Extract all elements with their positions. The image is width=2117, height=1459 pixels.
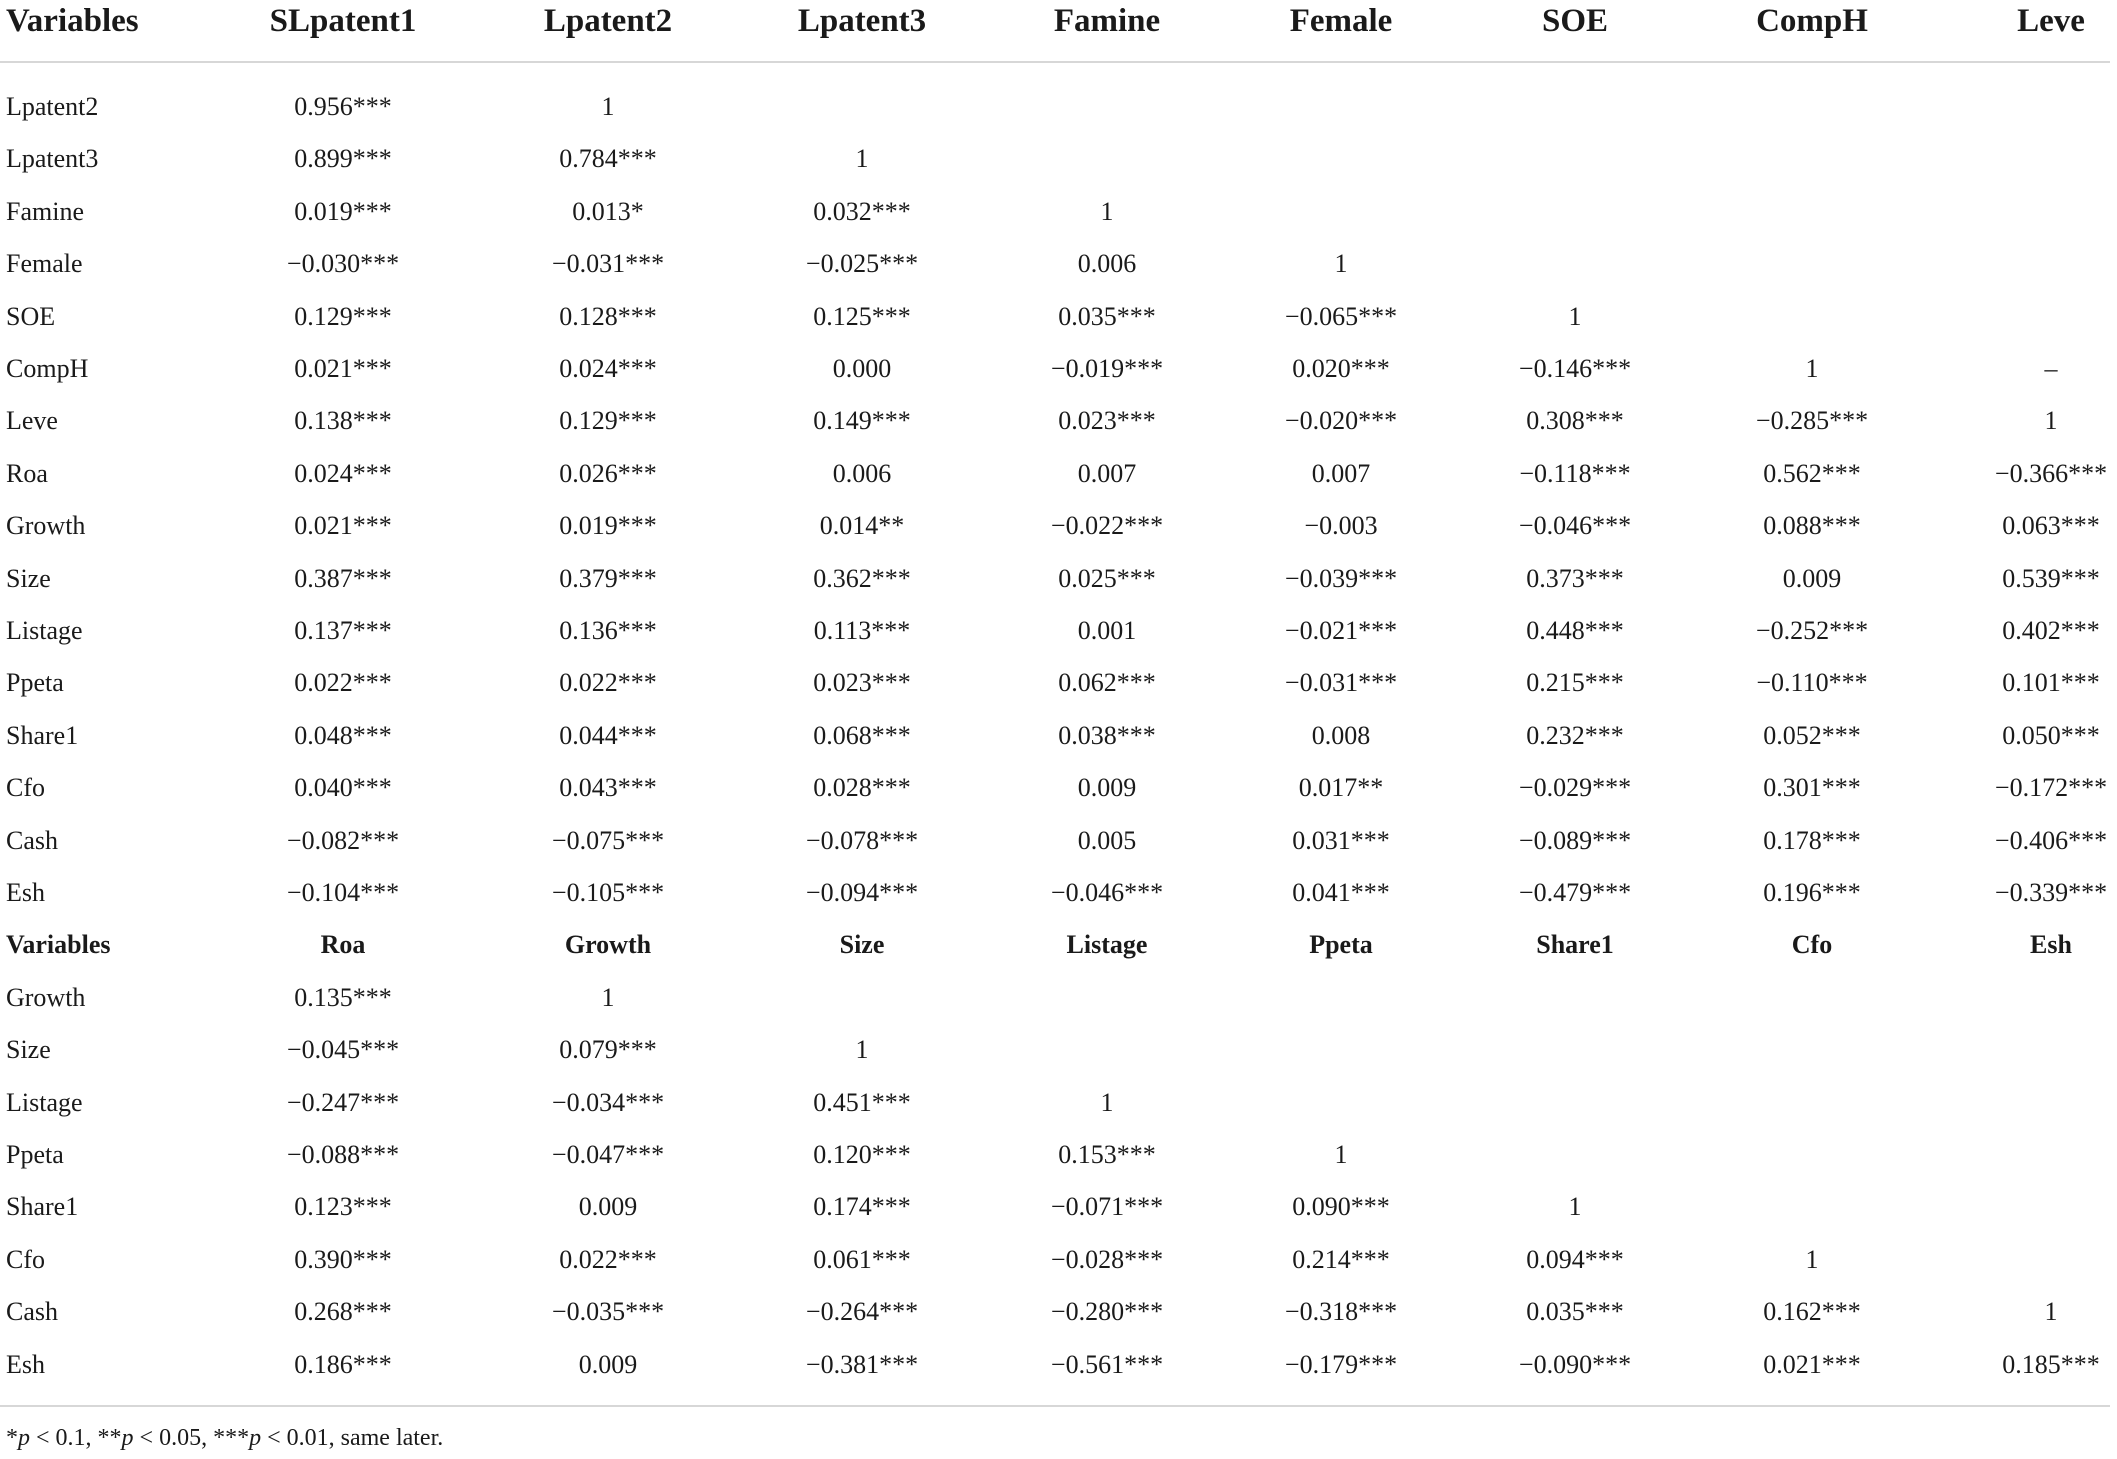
table-cell: −0.082*** <box>286 826 400 855</box>
table-cell: −0.318*** <box>1284 1297 1398 1326</box>
row-label: Growth <box>6 983 86 1012</box>
table-cell: 0.451*** <box>813 1088 911 1117</box>
sub-header-col: Cfo <box>1791 930 1833 959</box>
table-row <box>0 1339 2117 1391</box>
table-cell: 0.050*** <box>2002 721 2100 750</box>
table-cell: 0.013* <box>572 197 644 226</box>
sub-header-col: Esh <box>2030 930 2072 959</box>
table-cell: 0.301*** <box>1763 773 1861 802</box>
table-cell: 0.174*** <box>813 1192 911 1221</box>
table-cell <box>1465 238 1685 290</box>
table-cell <box>1941 291 2117 343</box>
table-cell: 0.129*** <box>294 302 392 331</box>
table-cell: −0.179*** <box>1284 1350 1398 1379</box>
header-col: Lpatent3 <box>797 3 927 39</box>
table-cell: 1 <box>855 1035 869 1064</box>
sub-header-col: Growth <box>564 930 652 959</box>
table-row <box>0 448 2117 500</box>
table-cell: 0.101*** <box>2002 668 2100 697</box>
table-cell: −0.021*** <box>1284 616 1398 645</box>
row-label: Growth <box>6 511 86 540</box>
table-cell: 1 <box>1334 1140 1348 1169</box>
table-row <box>0 762 2117 814</box>
table-row <box>0 1286 2117 1338</box>
footnote-text1: < 0.1, <box>30 1425 98 1451</box>
table-cell: −0.561*** <box>1050 1350 1164 1379</box>
table-cell: −0.105*** <box>551 878 665 907</box>
footnote-star2: ** <box>97 1425 122 1451</box>
table-cell: 0.031*** <box>1292 826 1390 855</box>
table-cell <box>1231 1024 1451 1076</box>
table-row <box>0 291 2117 343</box>
table-cell: −0.088*** <box>286 1140 400 1169</box>
table-cell: −0.104*** <box>286 878 400 907</box>
table-cell: 0.088*** <box>1763 511 1861 540</box>
header-col: SLpatent1 <box>269 3 417 39</box>
table-cell: 0.079*** <box>559 1035 657 1064</box>
table-cell: 0.008 <box>1311 721 1371 750</box>
table-cell: −0.252*** <box>1755 616 1869 645</box>
table-cell: 0.009 <box>578 1350 638 1379</box>
table-cell: 0.038*** <box>1058 721 1156 750</box>
table-cell: −0.280*** <box>1050 1297 1164 1326</box>
table-row <box>0 186 2117 238</box>
table-cell: 1 <box>1568 1192 1582 1221</box>
table-cell: 0.062*** <box>1058 668 1156 697</box>
table-header <box>0 0 2117 42</box>
footnote-text3: < 0.01, same later. <box>261 1425 444 1451</box>
table-cell <box>1231 133 1451 185</box>
table-cell: 0.956*** <box>294 92 392 121</box>
table-cell <box>1941 972 2117 1024</box>
row-label: Roa <box>6 459 48 488</box>
table-cell <box>1702 186 1922 238</box>
row-label: Listage <box>6 616 83 645</box>
header-label: Variables <box>6 3 139 39</box>
table-cell: 1 <box>1805 1245 1819 1274</box>
header-col: Leve <box>2017 3 2085 39</box>
table-cell: 0.113*** <box>813 616 911 645</box>
table-cell: 0.178*** <box>1763 826 1861 855</box>
table-cell: −0.094*** <box>805 878 919 907</box>
table-cell: 0.000 <box>832 354 892 383</box>
row-label: Lpatent2 <box>6 92 99 121</box>
table-cell: 0.185*** <box>2002 1350 2100 1379</box>
table-cell: 0.137*** <box>294 616 392 645</box>
table-cell: 1 <box>601 92 615 121</box>
table-cell: 0.035*** <box>1058 302 1156 331</box>
table-cell: −0.030*** <box>286 249 400 278</box>
table-cell: 0.094*** <box>1526 1245 1624 1274</box>
table-cell: 0.020*** <box>1292 354 1390 383</box>
footnote-star1: * <box>6 1425 18 1451</box>
table-row <box>0 815 2117 867</box>
table-cell <box>1465 133 1685 185</box>
table-cell: 0.214*** <box>1292 1245 1390 1274</box>
row-label: Listage <box>6 1088 83 1117</box>
table-cell: 1 <box>2044 406 2058 435</box>
table-row <box>0 343 2117 395</box>
table-row <box>0 867 2117 919</box>
table-cell: −0.025*** <box>805 249 919 278</box>
table-cell: −0.172*** <box>1994 773 2108 802</box>
row-label: Cash <box>6 1297 58 1326</box>
table-row <box>0 133 2117 185</box>
table-cell: 0.007 <box>1077 459 1137 488</box>
table-cell: 0.005 <box>1077 826 1137 855</box>
table-cell: 0.021*** <box>1763 1350 1861 1379</box>
table-cell: 0.125*** <box>813 302 911 331</box>
table-cell: 0.007 <box>1311 459 1371 488</box>
table-cell <box>1941 81 2117 133</box>
table-cell: −0.264*** <box>805 1297 919 1326</box>
table-cell: 0.023*** <box>813 668 911 697</box>
table-cell: −0.247*** <box>286 1088 400 1117</box>
table-cell: −0.031*** <box>1284 668 1398 697</box>
footnote-p3: p <box>249 1425 262 1451</box>
table-cell: 0.001 <box>1077 616 1137 645</box>
table-cell: 0.390*** <box>294 1245 392 1274</box>
table-cell: – <box>2044 354 2058 383</box>
table-cell <box>1465 1129 1685 1181</box>
table-cell: −0.118*** <box>1519 459 1631 488</box>
table-cell: 0.044*** <box>559 721 657 750</box>
table-cell: 0.025*** <box>1058 564 1156 593</box>
table-cell: 0.021*** <box>294 511 392 540</box>
table-cell <box>1702 238 1922 290</box>
table-cell <box>1702 1129 1922 1181</box>
table-cell <box>1231 1077 1451 1129</box>
row-label: Famine <box>6 197 84 226</box>
table-cell: 0.022*** <box>559 1245 657 1274</box>
table-cell <box>1941 238 2117 290</box>
table-cell: −0.366*** <box>1994 459 2108 488</box>
row-label: Female <box>6 249 83 278</box>
header-col: Female <box>1289 3 1393 39</box>
row-label: Leve <box>6 406 58 435</box>
table-cell: 0.032*** <box>813 197 911 226</box>
table-cell: −0.479*** <box>1518 878 1632 907</box>
table-cell <box>1465 186 1685 238</box>
table-cell: 0.017** <box>1298 773 1384 802</box>
table-cell: 0.048*** <box>294 721 392 750</box>
table-cell: 0.232*** <box>1526 721 1624 750</box>
table-cell: −0.039*** <box>1284 564 1398 593</box>
table-cell: 0.090*** <box>1292 1192 1390 1221</box>
table-cell: −0.078*** <box>805 826 919 855</box>
table-cell <box>1941 1234 2117 1286</box>
table-row <box>0 1024 2117 1076</box>
table-row <box>0 710 2117 762</box>
table-cell: 1 <box>1334 249 1348 278</box>
row-label: Ppeta <box>6 668 64 697</box>
table-cell: 0.009 <box>1782 564 1842 593</box>
sub-header-col: Share1 <box>1536 930 1614 959</box>
table-cell: −0.339*** <box>1994 878 2108 907</box>
table-cell: −0.089*** <box>1518 826 1632 855</box>
table-cell: 0.022*** <box>294 668 392 697</box>
table-cell: 0.052*** <box>1763 721 1861 750</box>
table-cell: 0.135*** <box>294 983 392 1012</box>
table-cell: −0.020*** <box>1284 406 1398 435</box>
table-cell: 0.362*** <box>813 564 911 593</box>
row-label: Lpatent3 <box>6 144 99 173</box>
table-cell: 0.448*** <box>1526 616 1624 645</box>
table-cell: 0.040*** <box>294 773 392 802</box>
row-label: Cash <box>6 826 58 855</box>
table-cell <box>1702 972 1922 1024</box>
table-cell: −0.019*** <box>1050 354 1164 383</box>
table-cell <box>1465 1024 1685 1076</box>
table-cell: 0.043*** <box>559 773 657 802</box>
table-cell: −0.028*** <box>1050 1245 1164 1274</box>
table-cell: −0.046*** <box>1518 511 1632 540</box>
table-row <box>0 657 2117 709</box>
table-cell: 0.068*** <box>813 721 911 750</box>
table-cell: 0.153*** <box>1058 1140 1156 1169</box>
table-cell: 0.136*** <box>559 616 657 645</box>
table-row <box>0 972 2117 1024</box>
header-divider <box>0 61 2110 63</box>
table-cell <box>1941 1077 2117 1129</box>
row-label: Share1 <box>6 721 79 750</box>
table-cell: 0.186*** <box>294 1350 392 1379</box>
table-cell <box>1702 291 1922 343</box>
sub-header-label: Variables <box>6 930 111 959</box>
table-cell: −0.003 <box>1304 511 1378 540</box>
sub-header-row <box>0 919 2117 971</box>
table-cell: −0.029*** <box>1518 773 1632 802</box>
table-cell: 1 <box>1100 197 1114 226</box>
table-cell <box>997 972 1217 1024</box>
footnote-text2: < 0.05, <box>133 1425 214 1451</box>
sub-header-col: Roa <box>320 930 366 959</box>
table-cell: 0.024*** <box>294 459 392 488</box>
table-cell: 0.539*** <box>2002 564 2100 593</box>
table-cell: 1 <box>1805 354 1819 383</box>
row-label: CompH <box>6 354 89 383</box>
table-cell: −0.071*** <box>1050 1192 1164 1221</box>
table-cell: 0.014** <box>819 511 905 540</box>
table-cell: 0.009 <box>578 1192 638 1221</box>
table-cell <box>1231 972 1451 1024</box>
table-row <box>0 1077 2117 1129</box>
table-cell: 0.041*** <box>1292 878 1390 907</box>
table-cell: −0.045*** <box>286 1035 400 1064</box>
table-cell: 0.268*** <box>294 1297 392 1326</box>
row-label: Cfo <box>6 773 45 802</box>
table-cell: −0.146*** <box>1518 354 1632 383</box>
table-row <box>0 1181 2117 1233</box>
table-cell: 0.128*** <box>559 302 657 331</box>
table-cell: 0.019*** <box>294 197 392 226</box>
header-col: SOE <box>1541 3 1609 39</box>
table-cell <box>1702 1181 1922 1233</box>
row-label: Esh <box>6 878 45 907</box>
row-label: Size <box>6 564 51 593</box>
row-label: Share1 <box>6 1192 79 1221</box>
table-cell: −0.065*** <box>1284 302 1398 331</box>
table-cell: 0.006 <box>832 459 892 488</box>
table-cell: 0.162*** <box>1763 1297 1861 1326</box>
footer-divider <box>0 1405 2110 1407</box>
table-cell: 0.138*** <box>294 406 392 435</box>
table-cell: −0.031*** <box>551 249 665 278</box>
table-cell <box>1702 133 1922 185</box>
row-label: Esh <box>6 1350 45 1379</box>
table-row <box>0 395 2117 447</box>
table-cell: 0.120*** <box>813 1140 911 1169</box>
table-cell: 0.019*** <box>559 511 657 540</box>
table-cell: −0.110*** <box>1756 668 1868 697</box>
table-row <box>0 1234 2117 1286</box>
table-cell: 0.063*** <box>2002 511 2100 540</box>
table-cell: 0.123*** <box>294 1192 392 1221</box>
table-cell: −0.285*** <box>1755 406 1869 435</box>
table-cell <box>1702 1077 1922 1129</box>
table-cell: 0.149*** <box>813 406 911 435</box>
table-cell: 0.028*** <box>813 773 911 802</box>
table-cell: −0.075*** <box>551 826 665 855</box>
table-cell: −0.406*** <box>1994 826 2108 855</box>
table-cell <box>1702 81 1922 133</box>
table-cell: 0.129*** <box>559 406 657 435</box>
footnote-star3: *** <box>213 1425 250 1451</box>
table-cell: 0.006 <box>1077 249 1137 278</box>
table-cell <box>997 1024 1217 1076</box>
sub-header-col: Size <box>839 930 885 959</box>
table-cell: 0.387*** <box>294 564 392 593</box>
table-cell: −0.034*** <box>551 1088 665 1117</box>
table-row <box>0 553 2117 605</box>
table-cell: 0.402*** <box>2002 616 2100 645</box>
significance-footnote <box>6 1421 443 1455</box>
table-cell: 1 <box>855 144 869 173</box>
table-cell: 1 <box>601 983 615 1012</box>
table-cell: 0.899*** <box>294 144 392 173</box>
table-cell: −0.022*** <box>1050 511 1164 540</box>
table-cell: −0.090*** <box>1518 1350 1632 1379</box>
table-row <box>0 1129 2117 1181</box>
table-cell: 0.024*** <box>559 354 657 383</box>
table-cell <box>1941 133 2117 185</box>
table-cell <box>752 81 972 133</box>
row-label: Ppeta <box>6 1140 64 1169</box>
table-cell: −0.035*** <box>551 1297 665 1326</box>
table-cell <box>1941 1024 2117 1076</box>
table-cell <box>1941 186 2117 238</box>
table-cell: 0.215*** <box>1526 668 1624 697</box>
table-cell: 0.196*** <box>1763 878 1861 907</box>
table-cell <box>1702 1024 1922 1076</box>
header-col: CompH <box>1756 3 1868 39</box>
table-cell: 1 <box>1568 302 1582 331</box>
table-row <box>0 238 2117 290</box>
table-cell <box>1941 1129 2117 1181</box>
table-cell <box>752 972 972 1024</box>
header-col: Lpatent2 <box>543 3 673 39</box>
table-cell: 0.379*** <box>559 564 657 593</box>
row-label: SOE <box>6 302 56 331</box>
table-cell <box>1465 1077 1685 1129</box>
header-col: Famine <box>1053 3 1161 39</box>
footnote-p1: p <box>18 1425 30 1451</box>
table-cell: 0.562*** <box>1763 459 1861 488</box>
sub-header-col: Listage <box>1066 930 1148 959</box>
footnote-p2: p <box>121 1425 134 1451</box>
table-cell: 1 <box>2044 1297 2058 1326</box>
table-cell: 0.023*** <box>1058 406 1156 435</box>
table-cell: 1 <box>1100 1088 1114 1117</box>
row-label: Size <box>6 1035 51 1064</box>
table-cell: 0.026*** <box>559 459 657 488</box>
table-cell <box>997 81 1217 133</box>
table-cell: 0.022*** <box>559 668 657 697</box>
row-label: Cfo <box>6 1245 45 1274</box>
table-cell: −0.046*** <box>1050 878 1164 907</box>
table-row <box>0 605 2117 657</box>
table-cell: 0.035*** <box>1526 1297 1624 1326</box>
table-cell: 0.373*** <box>1526 564 1624 593</box>
table-cell: 0.308*** <box>1526 406 1624 435</box>
table-cell: 0.061*** <box>813 1245 911 1274</box>
table-cell <box>1231 186 1451 238</box>
sub-header-col: Ppeta <box>1309 930 1373 959</box>
table-row <box>0 81 2117 133</box>
table-cell <box>1231 81 1451 133</box>
table-row <box>0 500 2117 552</box>
table-cell <box>1465 81 1685 133</box>
table-cell: −0.381*** <box>805 1350 919 1379</box>
table-cell: 0.784*** <box>559 144 657 173</box>
table-cell <box>1465 972 1685 1024</box>
table-cell <box>997 133 1217 185</box>
table-cell <box>1941 1181 2117 1233</box>
table-cell: 0.009 <box>1077 773 1137 802</box>
table-cell: −0.047*** <box>551 1140 665 1169</box>
table-cell: 0.021*** <box>294 354 392 383</box>
